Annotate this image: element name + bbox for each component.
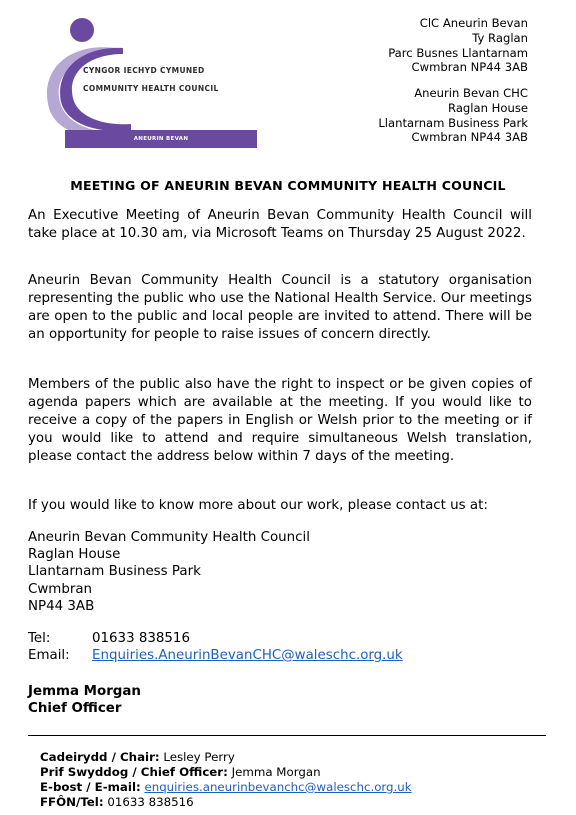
contact-line: Llantarnam Business Park [28, 564, 201, 580]
public-rights-paragraph: Members of the public also have the right to inspect or be given copies of agenda papers which are available at the meeting. If you would like to receive a copy of the papers in English or Welsh prior to the meeting or if you would like to attend and require simultaneous Welsh translation, please contact the address below within 7 days of the meeting. [28, 377, 532, 464]
address-line: Ty Raglan [472, 30, 528, 45]
contact-line: Cwmbran [28, 581, 93, 597]
address-line: Cwmbran NP44 3AB [411, 130, 528, 145]
chc-logo [27, 12, 265, 160]
footer-chair: Cadeirydd / Chair: Lesley Perry [40, 750, 235, 764]
address-line: Parc Busnes Llantarnam [388, 45, 528, 60]
address-line: Raglan House [448, 100, 528, 115]
email-label: Email: [28, 648, 70, 663]
email-link[interactable]: Enquiries.AneurinBevanCHC@waleschc.org.uk [92, 648, 403, 663]
telephone-row [28, 631, 190, 646]
tel-value: 01633 838516 [92, 631, 190, 646]
footer-tel: FFÔN/Tel: 01633 838516 [40, 794, 194, 809]
contact-address [28, 529, 310, 615]
footer [40, 750, 412, 810]
address-line: Llantarnam Business Park [378, 115, 528, 130]
tel-label: Tel: [28, 631, 51, 646]
signatory-name: Jemma Morgan [28, 684, 141, 699]
address-line: Aneurin Bevan CHC [414, 86, 528, 100]
signature-block [28, 683, 141, 717]
logo-english-name: COMMUNITY HEALTH COUNCIL [83, 84, 219, 93]
address-line: Cwmbran NP44 3AB [411, 60, 528, 75]
address-english [378, 86, 528, 145]
logo-band-label: ANEURIN BEVAN [65, 130, 257, 148]
footer-email-link[interactable]: enquiries.aneurinbevanchc@waleschc.org.uk [144, 779, 412, 794]
footer-email: E-bost / E-mail: enquiries.aneurinbevanchc@waleschc.org.uk [40, 779, 412, 794]
address-line: ClC Aneurin Bevan [419, 16, 528, 30]
logo-welsh-name: CYNGOR IECHYD CYMUNED [83, 66, 205, 75]
signatory-role: Chief Officer [28, 701, 122, 717]
meeting-announcement: An Executive Meeting of Aneurin Bevan Community Health Council will take place at 10.30 am, via Microsoft Teams on Thursday 25 August 2022. [28, 208, 532, 241]
footer-officer: Prif Swyddog / Chief Officer: Jemma Morgan [40, 764, 321, 779]
contact-line: Raglan House [28, 547, 121, 563]
footer-divider [28, 735, 546, 736]
contact-intro: If you would like to know more about our work, please contact us at: [28, 498, 488, 513]
document-title: MEETING OF ANEURIN BEVAN COMMUNITY HEALTH COUNCIL [70, 178, 506, 193]
email-row [28, 648, 403, 663]
council-description: Aneurin Bevan Community Health Council is a statutory organisation representing the public who use the National Health Service. Our meetings are open to the public and local people are invited to attend. There will be an opportunity for people to raise issues of concern directly. [28, 273, 532, 342]
contact-line: Aneurin Bevan Community Health Council [28, 530, 310, 545]
address-welsh [388, 16, 528, 75]
contact-line: NP44 3AB [28, 598, 95, 614]
